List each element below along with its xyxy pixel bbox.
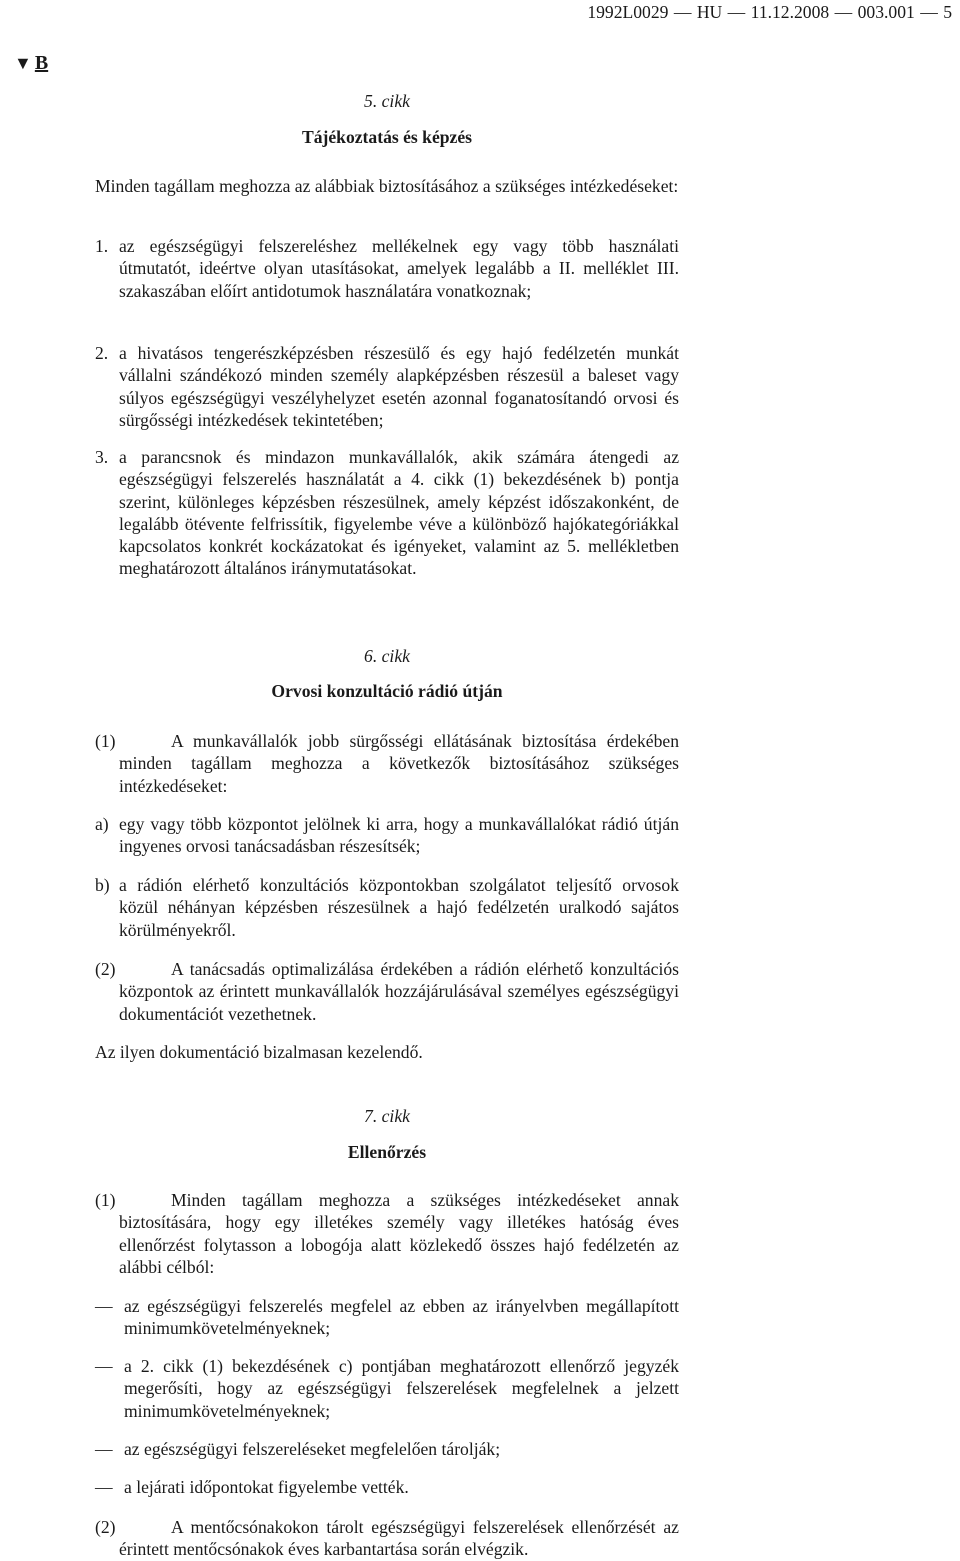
paragraph [95, 730, 679, 797]
article-title: Orvosi konzultáció rádió útján [271, 681, 503, 701]
article-intro: Minden tagállam meghozza az alábbiak biztosításához a szükséges intézkedéseket: [95, 176, 679, 196]
item-text: az egészségügyi felszereléshez mellékelnek egy vagy több használati útmutatót, ideértve olyan utasításokat, amelyek legalább a II. melléklet III. szakaszában előírt antidotumok használatára vonatkoznak; [119, 236, 679, 301]
dash-item [95, 1476, 679, 1498]
dash-item [95, 1295, 679, 1340]
version-number: 003.001 [857, 2, 915, 22]
item-text: a parancsnok és mindazon munkavállalók, akik számára átengedi az egészségügyi felszerelés használatát a 4. cikk (1) bekezdésének b) pontja szerint, különleges képzésben részesülnek, amely képzést időszakonként, de legalább ötévente felfrissítik, figyelembe véve a különböző hajókategóriákkal kapcsolatos konkrét kockázatokat és igényeket, valamint az 5. mellékletben meghatározott általános iránymutatásokat. [119, 447, 679, 579]
paragraph-text: A munkavállalók jobb sürgősségi ellátásának biztosítása érdekében minden tagállam meghozza a következők biztosításához szükséges intézkedéseket: [119, 731, 679, 796]
item-letter: a) [95, 814, 109, 834]
page-number: 5 [943, 2, 952, 22]
paragraph-text: A tanácsadás optimalizálása érdekében a rádión elérhető konzultációs központok az érintett munkavállalók hozzájárulásával személyes egészségügyi dokumentációt vezethetnek. [119, 959, 679, 1024]
paragraph-text: Minden tagállam meghozza a szükséges intézkedéseket annak biztosítására, hogy egy illetékes személy vagy illetékes hatóság éves ellenőrzést folytasson a lobogója alatt közlekedő összes hajó fedélzetén az alábbi célból: [119, 1190, 679, 1277]
list-item [95, 813, 679, 858]
page-header [587, 1, 952, 23]
paragraph-number: (2) [95, 959, 116, 979]
item-letter: b) [95, 875, 110, 895]
paragraph-number: (1) [95, 731, 116, 751]
item-number: 3. [95, 447, 109, 467]
paragraph [95, 1516, 679, 1561]
header-separator: — [834, 2, 853, 22]
paragraph [95, 1189, 679, 1278]
item-text: a hivatásos tengerészképzésben részesülő és egy hajó fedélzetén munkát vállalni szándékozó minden személy alapképzésben részesül a baleset vagy súlyos egészségügyi veszélyhelyzet esetén azonnal foganatosítandó orvosi és sürgősségi intézkedések tekintetében; [119, 343, 679, 430]
language-code: HU [696, 2, 723, 22]
article-title: Tájékoztatás és képzés [301, 127, 473, 147]
dash-marker: — [95, 1296, 113, 1316]
article-number: 7. cikk [364, 1106, 410, 1126]
article-number: 6. cikk [364, 646, 410, 666]
item-text: a rádión elérhető konzultációs központokban szolgálatot teljesítő orvosok közül néhányan képzésben részesülnek a hajó fedélzetén uralkodó sajátos körülményekről. [119, 875, 679, 940]
article-title: Ellenőrzés [347, 1142, 427, 1162]
dash-marker: — [95, 1439, 113, 1459]
header-separator: — [727, 2, 746, 22]
list-item [95, 342, 679, 431]
paragraph-text: Az ilyen dokumentáció bizalmasan kezelendő. [95, 1042, 423, 1062]
dash-marker: — [95, 1356, 113, 1376]
dash-item [95, 1438, 679, 1460]
item-number: 2. [95, 343, 109, 363]
item-text: a 2. cikk (1) bekezdésének c) pontjában meghatározott ellenőrző jegyzék megerősíti, hogy az egészségügyi felszerelések megfelelnek a jelzett minimumkövetelményeknek; [124, 1356, 679, 1421]
doc-id: 1992L0029 [587, 2, 669, 22]
dash-item [95, 1355, 679, 1422]
item-number: 1. [95, 236, 109, 256]
header-separator: — [673, 2, 692, 22]
paragraph-number: (1) [95, 1190, 116, 1210]
article-number: 5. cikk [364, 91, 410, 111]
item-text: az egészségügyi felszereléseket megfelelően tárolják; [124, 1439, 501, 1459]
list-item [95, 874, 679, 941]
amendment-marker [14, 52, 48, 74]
header-separator: — [920, 2, 938, 22]
item-text: az egészségügyi felszerelés megfelel az ebben az irányelvben megállapított minimumkövetelményeknek; [124, 1296, 679, 1339]
item-text: a lejárati időpontokat figyelembe vették. [124, 1477, 409, 1497]
marker-letter: B [34, 52, 49, 74]
triangle-down-icon: ▼ [14, 53, 32, 73]
list-item [95, 446, 679, 580]
paragraph [95, 958, 679, 1025]
list-item [95, 235, 679, 302]
dash-marker: — [95, 1477, 113, 1497]
paragraph-number: (2) [95, 1517, 116, 1537]
paragraph-text: A mentőcsónakokon tárolt egészségügyi felszerelések ellenőrzését az érintett mentőcsónakok éves karbantartása során elvégzik. [119, 1517, 679, 1560]
consolidation-date: 11.12.2008 [750, 2, 830, 22]
item-text: egy vagy több központot jelölnek ki arra, hogy a munkavállalókat rádió útján ingyenes orvosi tanácsadásban részesítsék; [119, 814, 679, 857]
